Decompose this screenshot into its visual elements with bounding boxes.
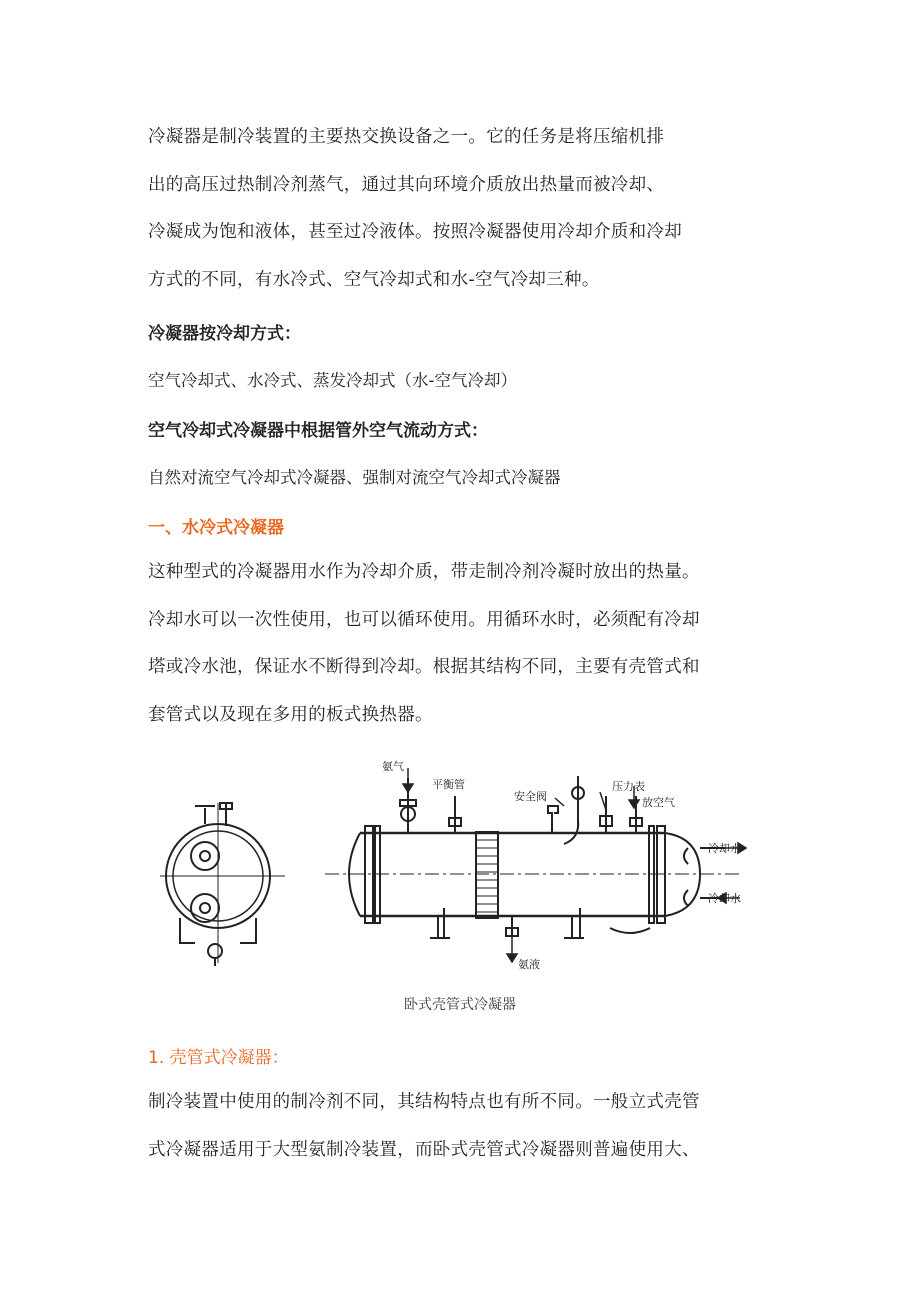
label-cooling-water-in: 冷却水	[708, 892, 741, 905]
label-cooling-water-out: 冷却水	[708, 842, 741, 855]
cooling-method-text: 空气冷却式、水冷式、蒸发冷却式（水-空气冷却）	[148, 371, 517, 390]
tube-bundle-upper	[191, 842, 219, 870]
water-cooled-line: 这种型式的冷凝器用水作为冷却介质，带走制冷剂冷凝时放出的热量。	[148, 562, 700, 582]
label-safety-valve: 安全阀	[514, 790, 547, 803]
intro-line: 出的高压过热制冷剂蒸气，通过其向环境介质放出热量而被冷却、	[148, 174, 665, 195]
label-pressure-gauge: 压力表	[612, 780, 645, 793]
baffle-grid	[476, 832, 498, 918]
figure-caption: 卧式壳管式冷凝器	[404, 997, 516, 1013]
intro-line: 冷凝器是制冷装置的主要热交换设备之一。它的任务是将压缩机排	[148, 127, 665, 147]
air-cooled-text: 自然对流空气冷却式冷凝器、强制对流空气冷却式冷凝器	[148, 468, 561, 487]
label-ammonia-liquid: 氨液	[518, 958, 540, 971]
water-cooled-line: 冷却水可以一次性使用，也可以循环使用。用循环水时，必须配有冷却	[148, 609, 700, 630]
intro-paragraph	[148, 118, 773, 300]
water-cooled-line: 套管式以及现在多用的板式换热器。	[148, 704, 433, 725]
cooling-method-heading: 冷凝器按冷却方式：	[148, 324, 301, 344]
air-cooled-heading: 空气冷却式冷凝器中根据管外空气流动方式：	[148, 421, 488, 441]
intro-line: 方式的不同，有水冷式、空气冷却式和水-空气冷却三种。	[148, 269, 600, 290]
label-ammonia-gas: 氨气	[382, 760, 404, 773]
section-heading-water-cooled: 一、水冷式冷凝器	[148, 518, 284, 538]
shell-tube-line: 制冷装置中使用的制冷剂不同，其结构特点也有所不同。一般立式壳管	[148, 1092, 700, 1112]
condenser-diagram	[160, 748, 765, 973]
shell-tube-paragraph	[148, 1083, 773, 1170]
water-cooled-line: 塔或冷水池，保证水不断得到冷却。根据其结构不同，主要有壳管式和	[148, 657, 700, 677]
label-air-vent: 放空气	[642, 796, 675, 809]
label-balance-pipe: 平衡管	[432, 778, 465, 791]
condenser-figure	[160, 748, 765, 973]
water-cooled-paragraph	[148, 553, 773, 735]
shell-tube-line: 式冷凝器适用于大型氨制冷装置，而卧式壳管式冷凝器则普遍使用大、	[148, 1139, 700, 1160]
intro-line: 冷凝成为饱和液体，甚至过冷液体。按照冷凝器使用冷却介质和冷却	[148, 222, 682, 242]
tube-bundle-lower	[191, 894, 219, 922]
subsection-heading-shell-tube: 1. 壳管式冷凝器：	[148, 1048, 289, 1068]
